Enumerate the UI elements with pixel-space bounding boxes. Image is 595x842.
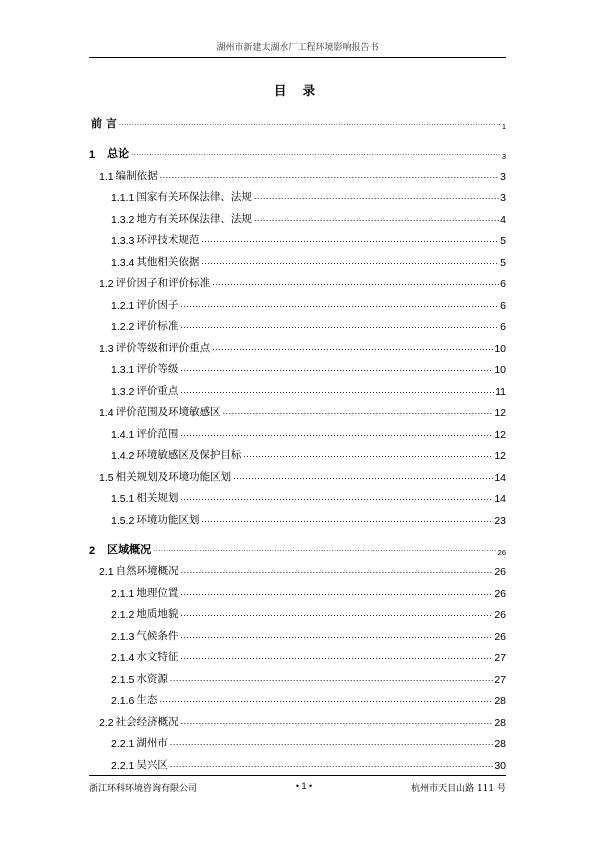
toc-entry[interactable] [89, 226, 506, 248]
toc-dot-leader [159, 694, 493, 704]
footer-company: 浙江环科环境咨询有限公司 [89, 784, 198, 794]
toc-entry-page: 5 [500, 235, 506, 247]
toc-entry-title: 评价重点 [136, 384, 179, 397]
toc-entry-title: 其他相关依据 [136, 255, 200, 268]
toc-entry-title: 评价因子和评价标准 [115, 277, 211, 289]
toc-entry-page: 10 [494, 342, 506, 355]
toc-dot-leader [180, 608, 493, 618]
toc-entry[interactable] [89, 600, 506, 622]
toc-entry[interactable] [89, 269, 506, 291]
toc-entry-page: 3 [500, 170, 506, 183]
toc-entry-title: 前 言 [91, 117, 117, 130]
toc-entry-page: 1 [501, 122, 506, 131]
toc-entry-page: 6 [500, 321, 506, 333]
toc-entry[interactable] [89, 557, 506, 579]
toc-entry-title: 水资源 [136, 672, 168, 685]
toc-entry[interactable] [89, 578, 506, 600]
toc-entry[interactable] [89, 333, 506, 355]
toc-entry-page: 27 [494, 652, 506, 664]
toc-entry-page: 11 [495, 385, 506, 398]
toc-entry-page: 12 [494, 428, 506, 441]
toc-entry-title: 吴兴区 [136, 758, 168, 771]
toc-entry-page: 6 [500, 299, 506, 312]
toc-entry[interactable] [89, 686, 506, 708]
toc-entry-number: 2.2 [99, 716, 114, 729]
toc-dot-leader [170, 759, 493, 769]
toc-entry-page: 10 [494, 364, 506, 376]
toc-dot-leader [180, 428, 493, 438]
toc-dot-leader [201, 514, 493, 524]
toc-entry-number: 1.3.1 [111, 364, 135, 376]
toc-entry[interactable] [89, 441, 506, 463]
toc-entry[interactable] [89, 462, 506, 484]
toc-entry-title: 相关规划及环境功能区划 [115, 470, 232, 483]
toc-entry-page: 14 [494, 493, 506, 505]
toc-entry-title: 湖州市 [136, 737, 168, 749]
toc-entry[interactable] [89, 398, 506, 420]
toc-entry-page: 28 [494, 695, 506, 707]
toc-entry-number: 1 [89, 149, 96, 161]
toc-entry-page: 3 [501, 152, 506, 161]
toc-dot-leader [180, 299, 499, 309]
toc-entry-title: 气候条件 [136, 629, 179, 642]
toc-entry-number: 2.1.2 [111, 609, 135, 621]
toc-entry-number: 2.2.1 [111, 738, 135, 750]
toc-entry[interactable] [89, 750, 506, 772]
toc-entry-page: 26 [494, 566, 506, 578]
toc-dot-leader [131, 148, 501, 158]
toc-entry-number: 1.5.2 [111, 514, 135, 527]
toc-heading: 目 录 [273, 83, 322, 98]
toc-entry[interactable] [89, 161, 506, 183]
toc-entry[interactable] [89, 376, 506, 398]
toc-entry-title: 评价范围 [136, 427, 179, 440]
page-header [89, 40, 506, 58]
toc-dot-leader [223, 406, 494, 416]
toc-dot-leader [170, 673, 493, 683]
toc-dot-leader [201, 234, 499, 244]
toc-dot-leader [181, 716, 494, 726]
toc-entry[interactable] [89, 105, 506, 131]
toc-entry-number: 1.5.1 [111, 493, 135, 505]
toc-entry-page: 12 [494, 407, 506, 419]
toc-entry-number: 1.2.2 [111, 321, 135, 333]
toc-dot-leader [181, 565, 494, 575]
toc-dot-leader [160, 170, 500, 180]
footer-address: 杭州市天目山路 111 号 [411, 784, 506, 794]
toc-entry-page: 30 [494, 759, 506, 772]
page-footer [89, 781, 506, 794]
toc-dot-leader [254, 213, 499, 223]
toc-entry-title: 区域概况 [107, 542, 152, 556]
toc-entry-page: 26 [497, 547, 506, 557]
toc-dot-leader [180, 587, 493, 597]
toc-entry-number: 1.1 [99, 170, 114, 183]
toc-entry-number: 1.4.2 [111, 450, 135, 462]
toc-entry[interactable] [89, 664, 506, 686]
toc-entry-page: 5 [500, 256, 506, 269]
toc-entry[interactable] [89, 484, 506, 506]
toc-entry[interactable] [89, 419, 506, 441]
toc-entry[interactable] [89, 312, 506, 334]
toc-entry-title: 环境功能区划 [136, 513, 200, 526]
toc-entry-page: 4 [500, 213, 506, 226]
toc-dot-leader [170, 737, 493, 747]
toc-dot-leader [180, 630, 493, 640]
footer-divider [89, 775, 506, 776]
toc-entry[interactable] [89, 290, 506, 312]
toc-entry[interactable] [89, 355, 506, 377]
toc-dot-leader [243, 449, 493, 459]
toc-entry[interactable] [89, 729, 506, 751]
toc-entry-title: 生态 [136, 694, 158, 706]
toc-entry-number: 2.1.4 [111, 652, 135, 664]
toc-dot-leader [201, 256, 499, 266]
toc-entry-title: 相关规划 [136, 492, 179, 504]
toc-entry[interactable] [89, 505, 506, 527]
toc-entry-number: 1.4.1 [111, 428, 135, 441]
toc-entry-title: 评价等级和评价重点 [115, 341, 211, 354]
table-of-contents [89, 105, 506, 772]
toc-entry-title: 水文特征 [136, 651, 179, 663]
toc-entry[interactable] [89, 135, 506, 161]
toc-entry-page: 27 [494, 673, 506, 686]
toc-entry-number: 2.1 [99, 566, 114, 578]
toc-entry-page: 6 [500, 278, 506, 290]
toc-entry-title: 环评技术规范 [136, 234, 200, 246]
toc-entry[interactable] [89, 247, 506, 269]
toc-entry-number: 1.3.4 [111, 256, 135, 269]
toc-dot-leader [254, 191, 499, 201]
toc-entry-title: 地方有关环保法律、法规 [136, 212, 252, 225]
toc-entry-number: 2.2.1 [111, 759, 135, 772]
toc-entry-number: 1.4 [99, 407, 114, 419]
toc-entry-page: 14 [494, 471, 506, 484]
toc-entry[interactable] [89, 204, 506, 226]
toc-dot-leader [180, 651, 493, 661]
toc-entry-number: 1.3.2 [111, 385, 135, 398]
toc-entry-page: 12 [494, 450, 506, 462]
toc-dot-leader [233, 471, 493, 481]
toc-dot-leader [212, 277, 499, 287]
toc-entry-number: 2.1.5 [111, 673, 135, 686]
toc-entry-number: 2.1.3 [111, 630, 135, 643]
toc-entry-number: 1.2.1 [111, 299, 135, 312]
toc-entry-page: 28 [494, 738, 506, 750]
toc-entry-title: 环境敏感区及保护目标 [136, 449, 242, 461]
toc-entry-title: 评价范围及环境敏感区 [115, 406, 221, 418]
toc-entry-title: 自然环境概况 [115, 565, 179, 577]
toc-entry-title: 评价等级 [136, 363, 179, 375]
toc-entry-number: 1.1.1 [111, 192, 135, 204]
toc-entry-page: 26 [494, 630, 506, 643]
toc-dot-leader [180, 363, 493, 373]
toc-entry-page: 3 [500, 192, 506, 204]
toc-dot-leader [180, 492, 493, 502]
toc-dot-leader [153, 544, 497, 554]
toc-dot-leader [212, 342, 493, 352]
toc-entry-title: 评价标准 [136, 320, 179, 332]
toc-entry-number: 1.3.2 [111, 213, 135, 226]
toc-entry-page: 23 [494, 514, 506, 527]
toc-entry[interactable] [89, 621, 506, 643]
toc-entry-number: 1.5 [99, 471, 114, 484]
toc-entry-number: 2.1.6 [111, 695, 135, 707]
toc-entry-number: 2 [89, 544, 96, 557]
toc-entry-page: 28 [494, 716, 506, 729]
toc-dot-leader [119, 118, 501, 128]
toc-entry-number: 1.3 [99, 342, 114, 355]
toc-entry[interactable] [89, 531, 506, 557]
toc-entry-number: 1.2 [99, 278, 114, 290]
toc-dot-leader [180, 385, 494, 395]
footer-page-number: • 1 • [295, 781, 313, 791]
toc-entry[interactable] [89, 707, 506, 729]
toc-entry-title: 评价因子 [136, 298, 179, 311]
toc-dot-leader [180, 320, 499, 330]
toc-entry-number: 1.3.3 [111, 235, 135, 247]
header-title: 湖州市新建太湖水厂工程环境影响报告书 [216, 43, 379, 53]
toc-entry-title: 编制依据 [115, 169, 158, 182]
toc-entry-number: 2.1.1 [111, 587, 135, 600]
toc-entry[interactable] [89, 183, 506, 205]
toc-entry[interactable] [89, 643, 506, 665]
toc-entry-title: 地质地貌 [136, 608, 179, 620]
toc-entry-title: 社会经济概况 [115, 715, 179, 728]
toc-entry-title: 国家有关环保法律、法规 [136, 191, 252, 203]
toc-entry-page: 26 [494, 609, 506, 621]
toc-entry-page: 26 [494, 587, 506, 600]
toc-entry-title: 地理位置 [136, 586, 179, 599]
toc-entry-title: 总论 [107, 147, 130, 160]
